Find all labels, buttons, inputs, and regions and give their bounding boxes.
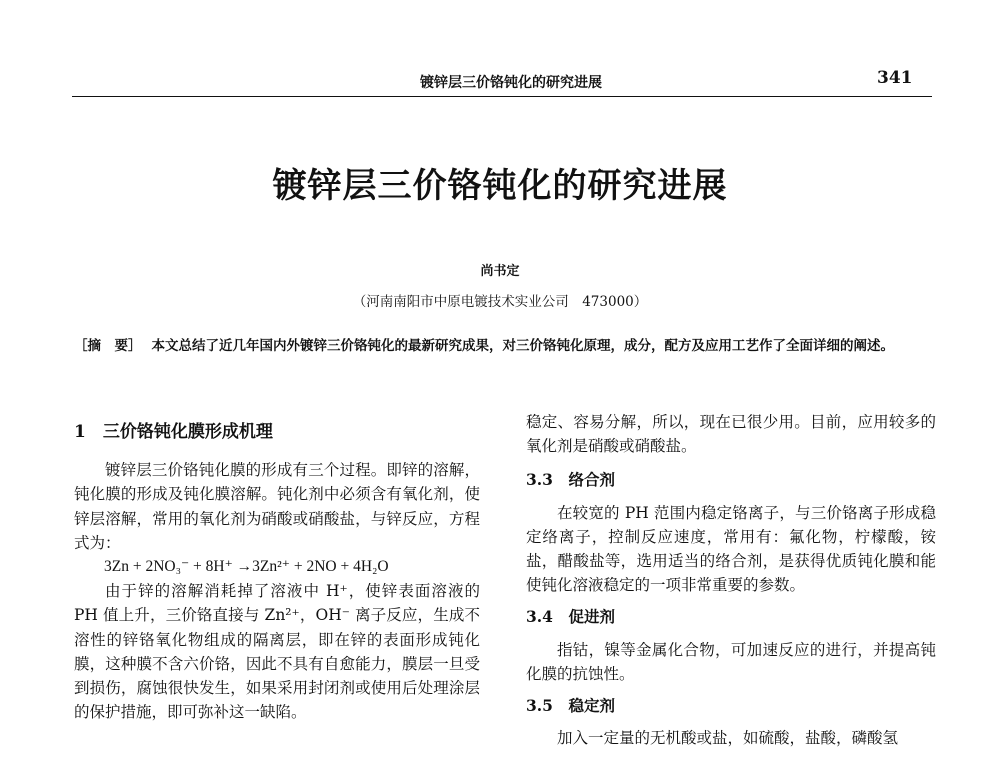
abstract-label: ［摘 要］ [74, 338, 142, 354]
paragraph: 镀锌层三价铬钝化膜的形成有三个过程。即锌的溶解，钝化膜的形成及钝化膜溶解。钝化剂中必须含有氧化剂，使锌层溶解，常用的氧化剂为硝酸或硝酸盐，与锌反应，方程式为： [74, 461, 480, 552]
subsection-heading: 3.3 络合剂 [526, 470, 615, 490]
paper-title: 镀锌层三价铬钝化的研究进展 [272, 166, 728, 206]
section-heading: 1 三价铬钝化膜形成机理 [74, 422, 273, 442]
abstract [74, 335, 934, 357]
abstract-text: 本文总结了近几年国内外镀锌三价铬钝化的最新研究成果，对三价铬钝化原理，成分，配方及应用工艺作了全面详细的阐述。 [151, 338, 894, 354]
paragraph: 稳定、容易分解，所以，现在已很少用。目前，应用较多的氧化剂是硝酸或硝酸盐。 [526, 413, 936, 456]
subsection-heading: 3.5 稳定剂 [526, 696, 615, 716]
paragraph: 指钴，镍等金属化合物，可加速反应的进行，并提高钝化膜的抗蚀性。 [526, 640, 936, 683]
right-column [526, 410, 936, 750]
chemical-equation: 3Zn + 2NO₃⁻ + 8H⁺ →3Zn²⁺ + 2NO + 4H₂O [104, 558, 389, 576]
header-rule [72, 96, 932, 97]
paragraph: 在较宽的 PH 范围内稳定铬离子，与三价铬离子形成稳定络离子，控制反应速度，常用有：氟化物，柠檬酸，铵盐，醋酸盐等，选用适当的络合剂，是获得优质钝化膜和能使钝化溶液稳定的一项非常重要的参数。 [526, 503, 936, 595]
running-header-title: 镀锌层三价铬钝化的研究进展 [420, 75, 602, 91]
paragraph: 加入一定量的无机酸或盐，如硫酸，盐酸，磷酸氢 [557, 729, 899, 748]
author: 尚书定 [480, 264, 520, 279]
paragraph: 由于锌的溶解消耗掉了溶液中 H⁺，使锌表面溶液的 PH 值上升，三价铬直接与 Zn²⁺，OH⁻ 离子反应，生成不溶性的锌铬氧化物组成的隔离层，即在锌的表面形成钝化膜，这种膜不含六价铬，因此不具有自愈能力，膜层一旦受到损伤，腐蚀很快发生，如果采用封闭剂或使用后处理涂层的保护措施，即可弥补这一缺陷。 [74, 582, 480, 722]
subsection-heading: 3.4 促进剂 [526, 607, 615, 627]
left-column [74, 420, 480, 724]
page-number: 341 [877, 68, 913, 88]
affiliation: （河南南阳市中原电镀技术实业公司 473000） [352, 294, 648, 310]
